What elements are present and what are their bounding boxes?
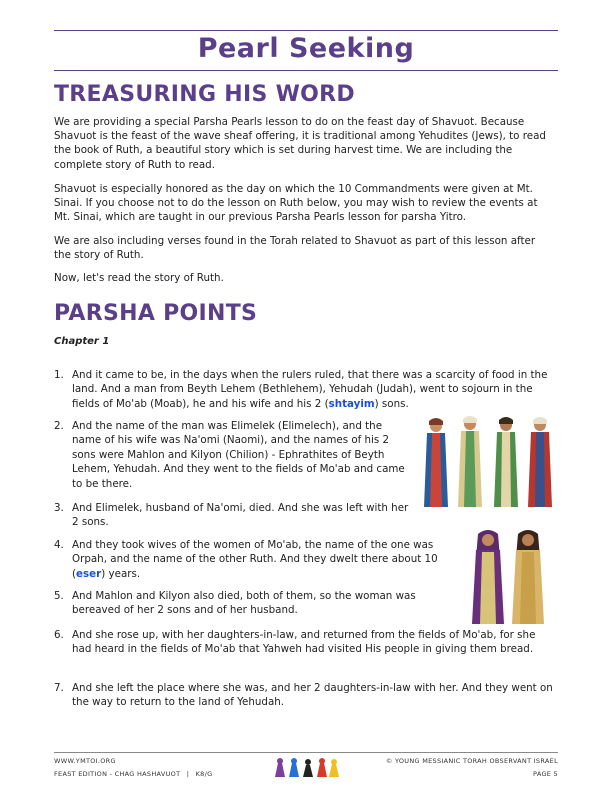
hebrew-word: eser (76, 567, 102, 580)
title-rule (54, 70, 558, 71)
verse-number: 4. (54, 539, 64, 551)
ymtoi-logo (272, 755, 342, 781)
read-ruth-paragraph: Now, let's read the story of Ruth. (54, 272, 224, 284)
footer-page-number: PAGE 5 (533, 770, 558, 778)
page-title: Pearl Seeking (197, 33, 415, 64)
top-rule (54, 30, 558, 31)
hebrew-word: shtayim (328, 397, 375, 410)
footer-website: WWW.YMTOI.ORG (54, 757, 116, 765)
woman-figure-1 (472, 530, 504, 624)
verse-item (54, 501, 414, 530)
man-figure-2 (458, 416, 482, 507)
verse-text-end: ) sons. (374, 397, 409, 410)
verse-text: And Mahlon and Kilyon also died, both of them, so the woman was bereaved of her 2 sons and of her husband. (72, 590, 416, 617)
man-figure-1 (424, 418, 448, 507)
verse-item (54, 368, 554, 411)
verse-text: And it came to be, in the days when the rulers ruled, that there was a scarcity of food in the land. And a man from Beyth Lehem (Bethlehem), Yehudah (Judah), went to sojourn in the fields of Mo'ab (Moab), he and his wife and his 2 ( (72, 369, 548, 410)
verse-item (54, 681, 554, 710)
verse-text: And they took wives of the women of Mo'ab, the name of the one was Orpah, and the name of the other Ruth. And they dwelt there about 10 ( (72, 539, 438, 580)
verse-text-end: ) years. (101, 567, 141, 580)
verse-item (54, 589, 462, 618)
shavuot-paragraph: Shavuot is especially honored as the day on which the 10 Commandments were given at Mt. Sinai. If you choose not to do the lesson on Ruth below, you may wish to review the events at Mt. Sinai, which are taught in our previous Parsha Pearls lesson for parsha Yitro. (54, 183, 538, 224)
four-men-illustration (420, 413, 560, 513)
footer-rule (54, 752, 558, 753)
footer-copyright: © YOUNG MESSIANIC TORAH OBSERVANT ISRAEL (385, 757, 558, 765)
footer-separator: | (186, 770, 190, 778)
section-heading-parsha-points: PARSHA POINTS (54, 301, 258, 326)
footer-ages: K8/G (195, 770, 213, 778)
verse-item (54, 628, 554, 657)
chapter-label: Chapter 1 (54, 336, 110, 347)
verse-item (54, 419, 414, 491)
verse-text: And Elimelek, husband of Na'omi, died. And she was left with her 2 sons. (72, 502, 409, 529)
verse-number: 7. (54, 682, 64, 694)
verse-text: And the name of the man was Elimelek (Elimelech), and the name of his wife was Na'omi (Naomi), and the names of his 2 sons were Mahlon and Kilyon (Chilion) - Ephrathites of Beyth Lehem, Yehudah. And they went to the fields of Mo'ab and came to be there. (72, 420, 405, 490)
section-heading-treasuring: TREASURING HIS WORD (54, 82, 355, 107)
verse-text: And she left the place where she was, and her 2 daughters-in-law with her. And they went on the way to return to the land of Yehudah. (72, 682, 553, 709)
man-figure-4 (528, 417, 552, 507)
verse-number: 5. (54, 590, 64, 602)
verse-number: 2. (54, 420, 64, 432)
verse-item (54, 538, 462, 581)
man-figure-3 (494, 417, 518, 507)
intro-paragraph: We are providing a special Parsha Pearls lesson to do on the feast day of Shavuot. Because Shavuot is the feast of the wave sheaf offering, it is traditional among Yehudites (Jews), to read the book of Ruth, a beautiful story which is set during harvest time. We are including the complete story of Ruth to read. (54, 116, 546, 171)
verse-number: 1. (54, 369, 64, 381)
footer-edition-label: FEAST EDITION - CHAG HASHAVUOT (54, 770, 181, 778)
verse-number: 6. (54, 629, 64, 641)
two-women-illustration (470, 528, 550, 628)
woman-figure-2 (512, 530, 544, 624)
logo-figures (275, 758, 339, 777)
verse-text: And she rose up, with her daughters-in-law, and returned from the fields of Mo'ab, for she had heard in the fields of Mo'ab that Yahweh had visited His people in giving them bread. (72, 629, 536, 656)
verse-number: 3. (54, 502, 64, 514)
torah-verses-paragraph: We are also including verses found in the Torah related to Shavuot as part of this lesson after the story of Ruth. (54, 235, 536, 262)
footer-edition (54, 770, 212, 778)
